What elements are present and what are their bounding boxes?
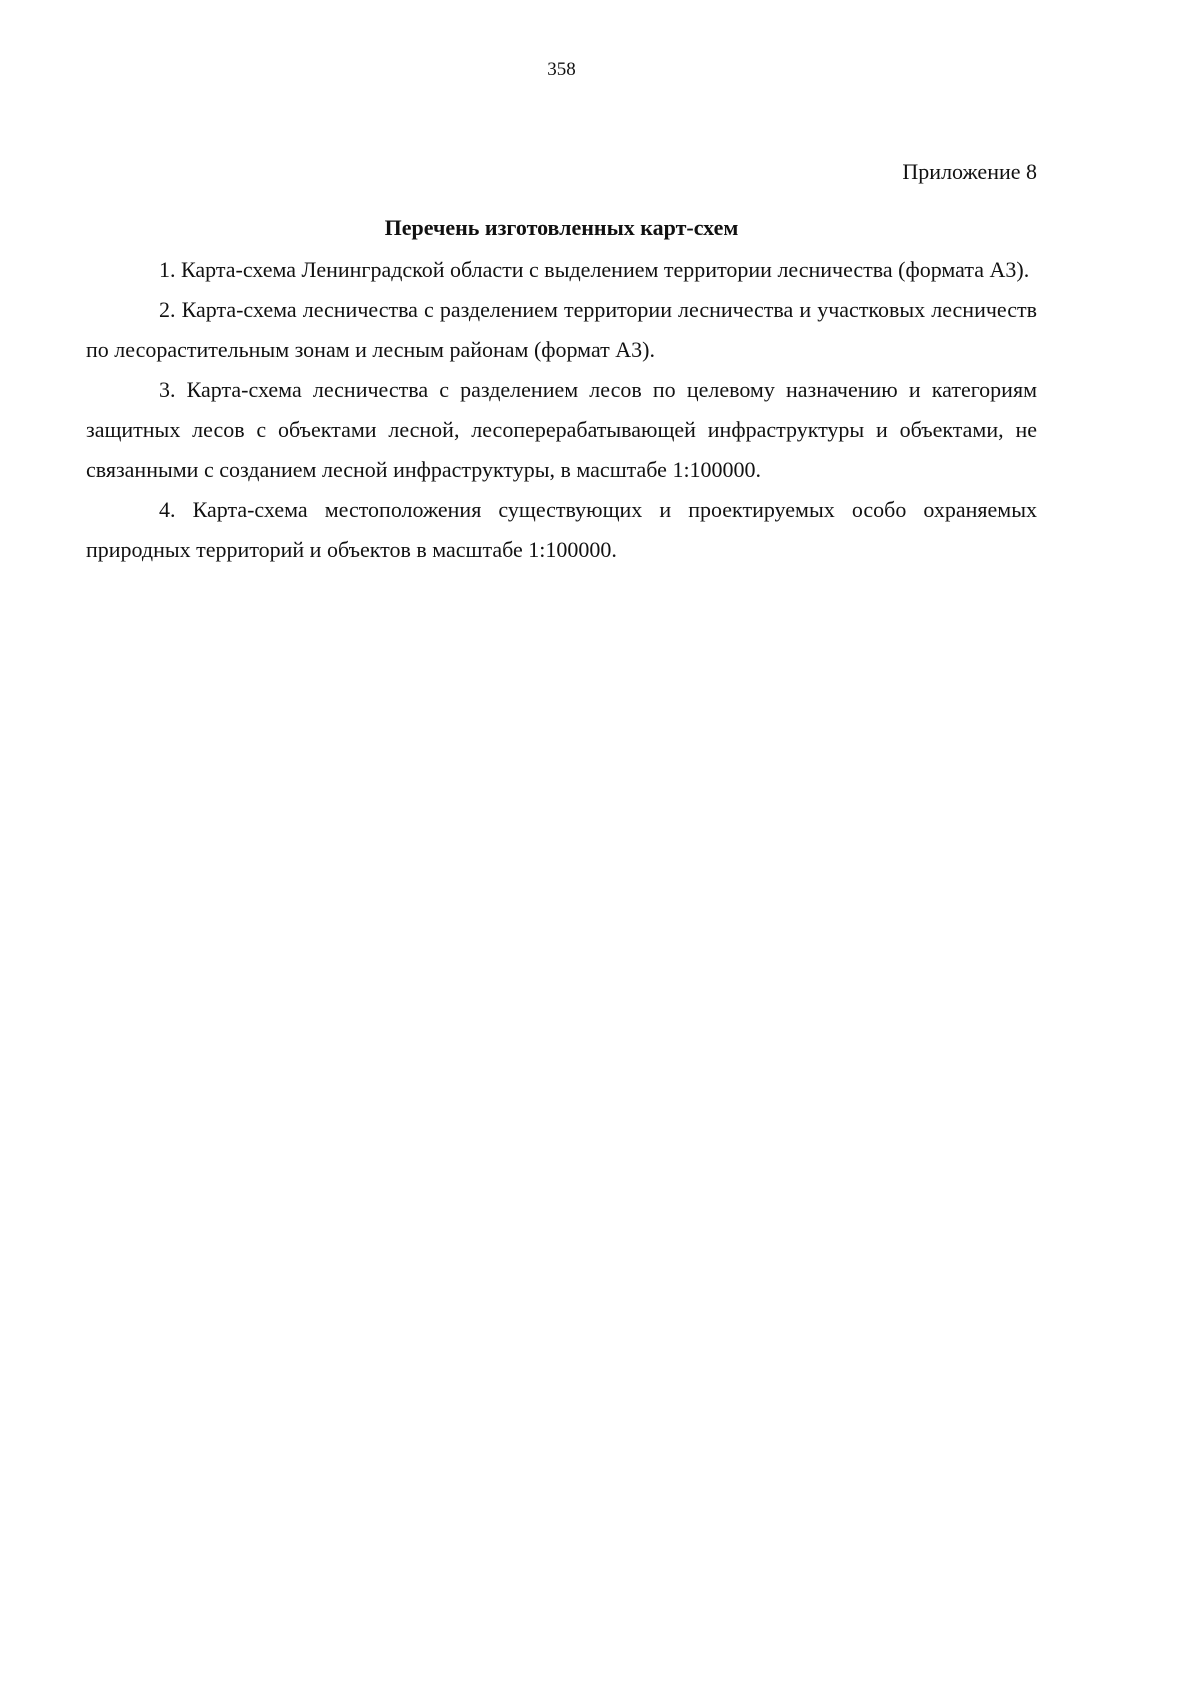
map-list: [86, 250, 1037, 570]
list-item: 1. Карта-схема Ленинградской области с выделением территории лесничества (формата А3).: [159, 257, 1030, 282]
list-item: 4. Карта-схема местоположения существующих и проектируемых особо охраняемых природных территорий и объектов в масштабе 1:100000.: [86, 497, 1037, 562]
page-number: 358: [547, 59, 576, 80]
appendix-label: Приложение 8: [902, 159, 1037, 184]
list-item: 3. Карта-схема лесничества с разделением лесов по целевому назначению и категориям защитных лесов с объектами лесной, лесоперерабатывающей инфраструктуры и объектами, не связанными с созданием лесной инфраструктуры, в масштабе 1:100000.: [86, 377, 1037, 482]
list-item: 2. Карта-схема лесничества с разделением территории лесничества и участковых лесничеств по лесорастительным зонам и лесным районам (формат А3).: [86, 297, 1037, 362]
document-title: Перечень изготовленных карт-схем: [384, 215, 739, 240]
